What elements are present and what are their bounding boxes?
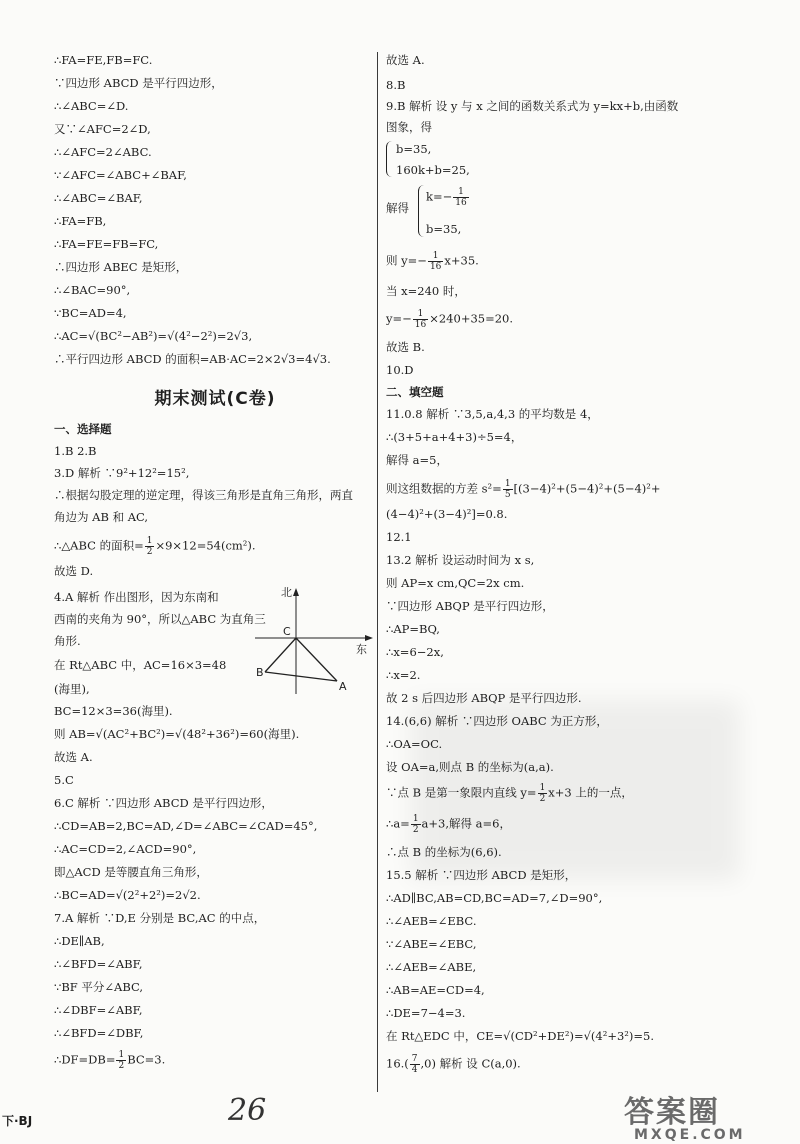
- text-line: 10.D: [386, 363, 414, 377]
- text-line: ∴∠BFD=∠DBF,: [54, 1026, 144, 1040]
- fraction-denominator: 5: [504, 490, 511, 500]
- fraction-numerator: 1: [413, 309, 428, 320]
- text-line: 4.A 解析 作出图形，因为东南和: [54, 590, 219, 604]
- geometry-diagram: [255, 586, 375, 705]
- text-line: ∵四边形 ABCD 是平行四边形，: [54, 76, 223, 90]
- east-label: 东: [356, 643, 367, 656]
- text-line: 即△ACD 是等腰直角三角形，: [54, 865, 208, 879]
- fraction: [116, 1050, 126, 1071]
- watermark-title: 答案圈: [624, 1095, 720, 1130]
- text-line: ∴∠ABC=∠BAF,: [54, 191, 143, 205]
- text-line: ∵BF 平分∠ABC,: [54, 980, 144, 994]
- fraction-denominator: 4: [411, 1065, 418, 1075]
- fraction: [145, 536, 155, 557]
- fraction: [428, 251, 443, 272]
- text-line: ∴∠BFD=∠ABF,: [54, 957, 143, 971]
- text-line: ∴x=6−2x,: [386, 645, 444, 659]
- text-line: BC=12×3=36(海里).: [54, 704, 173, 718]
- text-fragment: a+3,解得 a=6，: [421, 816, 511, 831]
- text-line: ∵四边形 ABQP 是平行四边形，: [386, 599, 554, 613]
- text-line: ∴四边形 ABEC 是矩形，: [54, 260, 188, 274]
- text-line: 9.B 解析 设 y 与 x 之间的函数关系式为 y=kx+b,由函数: [386, 99, 679, 113]
- text-line: 6.C 解析 ∵四边形 ABCD 是平行四边形，: [54, 796, 273, 810]
- text-line: [386, 814, 511, 835]
- text-line: 当 x=240 时，: [386, 284, 466, 298]
- text-line: [386, 479, 661, 500]
- text-fragment: ∴△ABC 的面积=: [54, 538, 144, 553]
- diagram-svg: [255, 586, 375, 701]
- text-fragment: ∴a=: [386, 816, 410, 831]
- text-line: ∴AC=√(BC²−AB²)=√(4²−2²)=2√3,: [54, 329, 253, 343]
- text-line: [54, 1050, 165, 1071]
- equation-brace: [386, 141, 392, 177]
- fraction-numerator: 1: [146, 536, 153, 546]
- north-label: 北: [281, 586, 292, 599]
- fraction-numerator: 7: [411, 1054, 418, 1064]
- subsection-title: 二、填空题: [386, 385, 444, 399]
- section-heading: 期末测试(C卷): [154, 389, 276, 409]
- text-line: ∴∠AEB=∠EBC.: [386, 914, 477, 928]
- text-line: 13.2 解析 设运动时间为 x s,: [386, 553, 535, 567]
- fraction-numerator: 1: [453, 187, 468, 198]
- fraction: [413, 309, 428, 330]
- text-line: 则 AP=x cm,QC=2x cm.: [386, 576, 525, 590]
- text-fragment: 16.(: [386, 1056, 409, 1071]
- fraction-numerator: 1: [412, 814, 419, 824]
- text-line: ∴(3+5+a+4+3)÷5=4，: [386, 430, 523, 444]
- text-line: 在 Rt△ABC 中，AC=16×3=48: [54, 658, 227, 672]
- text-line: 1.B 2.B: [54, 444, 97, 458]
- text-line: ∴∠ABC=∠D.: [54, 99, 129, 113]
- text-fragment: k=−: [426, 189, 453, 204]
- text-line: 故 2 s 后四边形 ABQP 是平行四边形.: [386, 691, 582, 705]
- text-fragment: y=−: [386, 311, 412, 326]
- text-line: ∴OA=OC.: [386, 737, 443, 751]
- fraction-denominator: 2: [539, 794, 546, 804]
- text-line: ∴CD=AB=2,BC=AD,∠D=∠ABC=∠CAD=45°,: [54, 819, 318, 833]
- text-fragment: [(3−4)²+(5−4)²+(5−4)²+: [513, 481, 661, 496]
- text-fragment: x+3 上的一点，: [548, 785, 633, 800]
- watermark-logo: [624, 1095, 774, 1143]
- fraction: [538, 783, 548, 804]
- text-line: ∴FA=FE=FB=FC,: [54, 237, 159, 251]
- text-line: [54, 536, 256, 557]
- text-fragment: x+35.: [444, 253, 479, 268]
- fraction-denominator: 16: [429, 262, 442, 272]
- segment-ca: [296, 638, 337, 681]
- fraction: [410, 1054, 420, 1075]
- text-line: 角形.: [54, 634, 81, 648]
- north-arrowhead: [293, 588, 299, 596]
- text-line: ∴根据勾股定理的逆定理，得该三角形是直角三角形，两直: [54, 488, 353, 502]
- text-line: 5.C: [54, 773, 74, 787]
- text-line: ∵BC=AD=4,: [54, 306, 127, 320]
- text-fragment: BC=3.: [127, 1052, 166, 1067]
- text-line: 故选 B.: [386, 340, 425, 354]
- point-c-label: C: [283, 625, 291, 638]
- text-line: ∴AB=AE=CD=4,: [386, 983, 485, 997]
- text-fragment: ∵点 B 是第一象限内直线 y=: [386, 785, 537, 800]
- text-line: ∴平行四边形 ABCD 的面积=AB·AC=2×2√3=4√3.: [54, 352, 331, 366]
- text-fragment: 则 y=−: [386, 253, 427, 268]
- point-a-label: A: [339, 680, 347, 693]
- text-line: b=35,: [396, 142, 432, 156]
- text-line: ∴x=2.: [386, 668, 421, 682]
- text-fragment: 则这组数据的方差 s²=: [386, 481, 502, 496]
- text-line: ∴点 B 的坐标为(6,6).: [386, 845, 502, 859]
- text-line: ∴AD∥BC,AB=CD,BC=AD=7,∠D=90°,: [386, 891, 603, 905]
- text-line: 解得: [386, 201, 409, 215]
- text-line: ∴AC=CD=2,∠ACD=90°,: [54, 842, 197, 856]
- fraction-numerator: 1: [118, 1050, 125, 1060]
- fraction-denominator: 2: [146, 547, 153, 557]
- segment-cb: [265, 638, 296, 672]
- text-line: ∴DE=7−4=3.: [386, 1006, 466, 1020]
- text-line: 则 AB=√(AC²+BC²)=√(48²+36²)=60(海里).: [54, 727, 300, 741]
- text-line: 又∵∠AFC=2∠D,: [54, 122, 151, 136]
- text-line: 解得 a=5，: [386, 453, 448, 467]
- text-fragment: ,0) 解析 设 C(a,0).: [420, 1056, 521, 1071]
- text-line: 设 OA=a,则点 B 的坐标为(a,a).: [386, 760, 554, 774]
- text-line: ∴FA=FB,: [54, 214, 107, 228]
- fraction-denominator: 16: [414, 320, 427, 330]
- text-line: ∴AP=BQ,: [386, 622, 440, 636]
- text-line: 3.D 解析 ∵9²+12²=15²,: [54, 466, 190, 480]
- text-line: 14.(6,6) 解析 ∵四边形 OABC 为正方形，: [386, 714, 608, 728]
- text-line: (海里),: [54, 682, 90, 696]
- text-line: b=35,: [426, 222, 462, 236]
- text-line: [386, 251, 479, 272]
- fraction-numerator: 1: [504, 479, 511, 489]
- text-line: 西南的夹角为 90°，所以△ABC 为直角三: [54, 612, 266, 626]
- fraction-denominator: 2: [412, 825, 419, 835]
- text-line: [426, 187, 470, 208]
- text-line: [386, 309, 513, 330]
- text-line: [386, 1054, 521, 1075]
- text-line: 8.B: [386, 78, 406, 92]
- text-line: ∴∠DBF=∠ABF,: [54, 1003, 143, 1017]
- text-line: ∴∠AFC=2∠ABC.: [54, 145, 152, 159]
- point-b-label: B: [256, 666, 264, 679]
- subsection-title: 一、选择题: [54, 422, 112, 436]
- text-line: 故选 A.: [386, 53, 425, 67]
- column-divider: [377, 52, 378, 1092]
- text-line: 7.A 解析 ∵D,E 分别是 BC,AC 的中点，: [54, 911, 266, 925]
- text-line: ∴BC=AD=√(2²+2²)=2√2.: [54, 888, 201, 902]
- solution-brace: [418, 185, 424, 237]
- fraction: [503, 479, 513, 500]
- text-line: 故选 D.: [54, 564, 94, 578]
- handwritten-page-number: 26: [228, 1093, 267, 1128]
- segment-ba: [265, 672, 337, 681]
- page-footer-label: 下·BJ: [2, 1114, 33, 1128]
- text-fragment: ×240+35=20.: [429, 311, 514, 326]
- text-line: 故选 A.: [54, 750, 93, 764]
- text-line: [386, 783, 633, 804]
- text-line: ∴FA=FE,FB=FC.: [54, 53, 153, 67]
- fraction-numerator: 1: [539, 783, 546, 793]
- watermark-url: MXQE.COM: [634, 1127, 746, 1143]
- text-line: ∵∠ABE=∠EBC,: [386, 937, 477, 951]
- text-line: 11.0.8 解析 ∵3,5,a,4,3 的平均数是 4，: [386, 407, 599, 421]
- text-line: 15.5 解析 ∵四边形 ABCD 是矩形，: [386, 868, 577, 882]
- text-line: 160k+b=25,: [396, 163, 470, 177]
- text-line: 12.1: [386, 530, 412, 544]
- fraction: [411, 814, 421, 835]
- text-line: ∴∠AEB=∠ABE,: [386, 960, 477, 974]
- text-fragment: ∴DF=DB=: [54, 1052, 116, 1067]
- fraction-numerator: 1: [428, 251, 443, 262]
- fraction-denominator: 16: [455, 198, 467, 208]
- text-line: 在 Rt△EDC 中，CE=√(CD²+DE²)=√(4²+3²)=5.: [386, 1029, 655, 1043]
- text-line: ∵∠AFC=∠ABC+∠BAF,: [54, 168, 187, 182]
- text-fragment: ×9×12=54(cm²).: [155, 538, 256, 553]
- text-line: ∴DE∥AB,: [54, 934, 105, 948]
- text-line: 角边为 AB 和 AC,: [54, 510, 149, 524]
- east-arrowhead: [365, 635, 373, 641]
- fraction: [453, 187, 468, 208]
- fraction-denominator: 2: [118, 1061, 125, 1071]
- text-line: ∴∠BAC=90°,: [54, 283, 131, 297]
- text-line: (4−4)²+(3−4)²]=0.8.: [386, 507, 508, 521]
- text-line: 图象，得: [386, 120, 432, 134]
